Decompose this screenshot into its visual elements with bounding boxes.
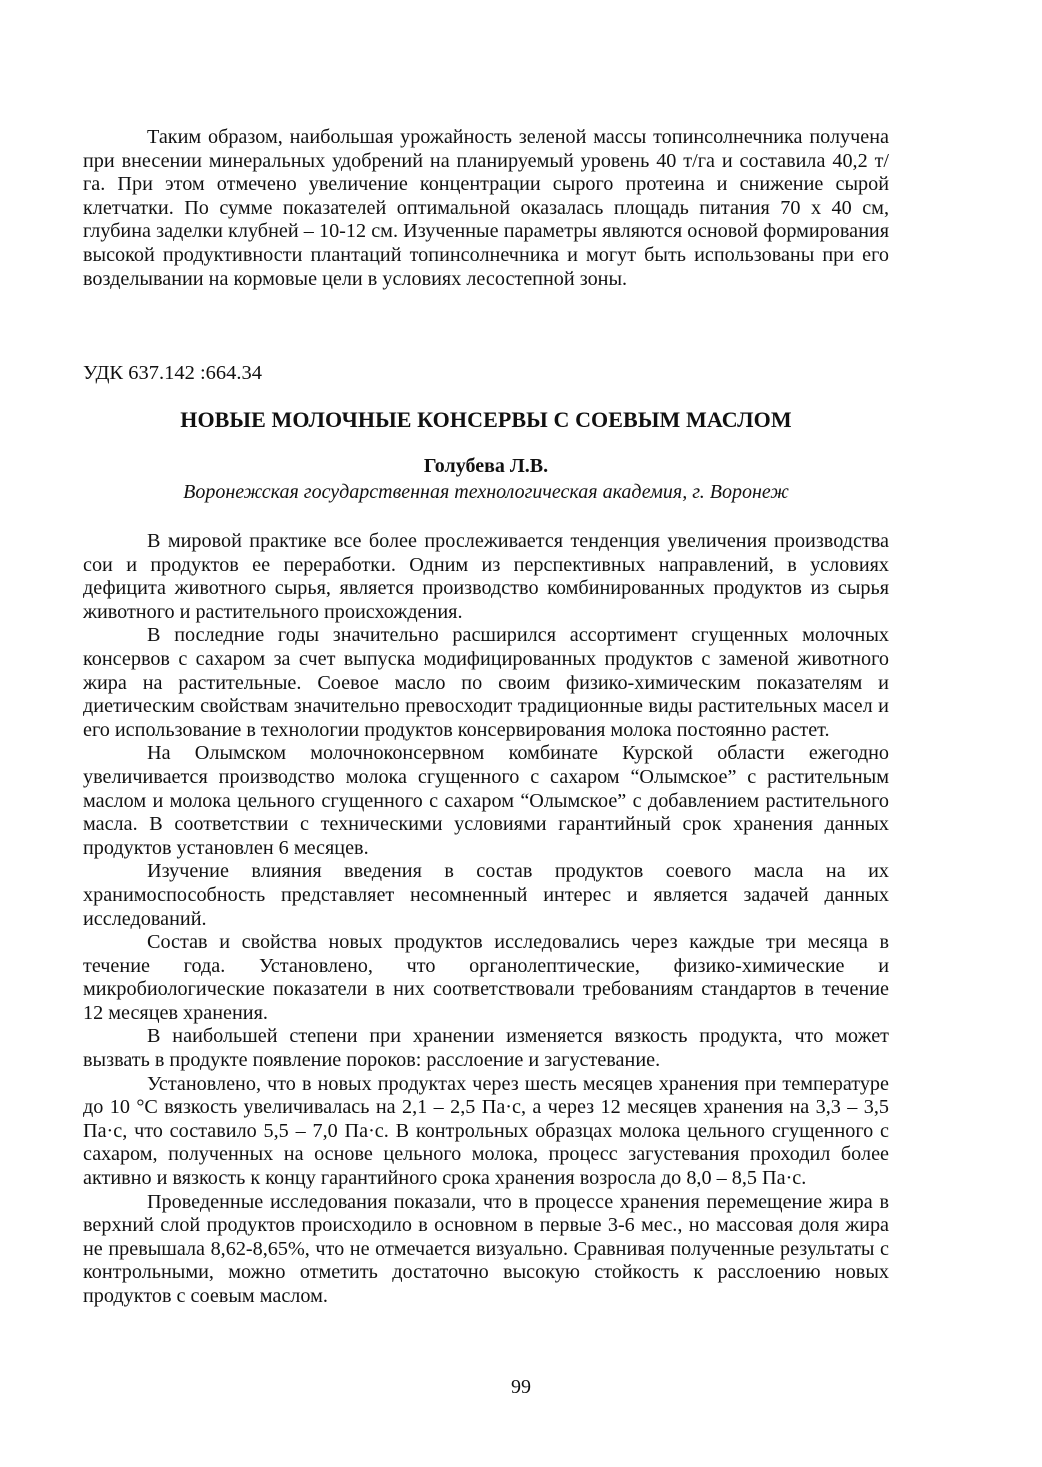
body-paragraph: Проведенные исследования показали, что в процессе хранения перемещение жира в верхний слой продуктов происходило в основном в первые 3-6 мес., но массовая доля жира не превышала 8,62-8,65%, что не отмечается визуально. Сравнивая полученные результаты с контрольными, можно отметить достаточно высокую стойкость к расслоению новых продуктов с соевым маслом.: [83, 1190, 889, 1307]
author-affiliation: Воронежская государственная технологическая академия, г. Воронеж: [183, 481, 789, 503]
body-paragraph: В наибольшей степени при хранении изменяется вязкость продукта, что может вызвать в продукте появление пороков: расслоение и загустевание.: [83, 1025, 889, 1072]
intro-paragraph: Таким образом, наибольшая урожайность зеленой массы топинсолнечника получена при внесении минеральных удобрений на планируемый уровень 40 т/га и составила 40,2 т/га. При этом отмечено увеличение концентрации сырого протеина и снижение сырой клетчатки. По сумме показателей оптимальной оказалась площадь питания 70 х 40 см, глубина заделки клубней – 10-12 см. Изученные параметры являются основой формирования высокой продуктивности плантаций топинсолнечника и могут быть использованы при его возделывании на кормовые цели в условиях лесостепной зоны.: [83, 126, 889, 290]
udk-code: УДК 637.142 :664.34: [83, 362, 263, 384]
body-paragraph: В последние годы значительно расширился ассортимент сгущенных молочных консервов с сахаром за счет выпуска модифицированных продуктов с заменой животного жира на растительные. Соевое масло по своим физико-химическим показателям и диетическим свойствам значительно превосходит традиционные виды растительных масел и его использование в технологии продуктов консервирования молока постоянно растет.: [83, 624, 889, 741]
article-title: НОВЫЕ МОЛОЧНЫЕ КОНСЕРВЫ С СОЕВЫМ МАСЛОМ: [180, 407, 792, 432]
body-paragraph: Установлено, что в новых продуктах через шесть месяцев хранения при температуре до 10 °С вязкость увеличивалась на 2,1 – 2,5 Па·с, а через 12 месяцев хранения на 3,3 – 3,5 Па·с, что составило 5,5 – 7,0 Па·с. В контрольных образцах молока цельного сгущенного с сахаром, полученных на основе цельного молока, процесс загустевания проходил более активно и вязкость к концу гарантийного срока хранения возросла до 8,0 – 8,5 Па·с.: [83, 1072, 889, 1190]
article-body: [83, 530, 889, 1309]
body-paragraph: Изучение влияния введения в состав продуктов соевого масла на их хранимоспособность представляет несомненный интерес и является задачей данных исследований.: [83, 860, 889, 930]
body-paragraph: Состав и свойства новых продуктов исследовались через каждые три месяца в течение года. Установлено, что органолептические, физико-химические и микробиологические показатели в них соответствовали требованиям стандартов в течение 12 месяцев хранения.: [83, 931, 889, 1024]
article-author: Голубева Л.В.: [423, 455, 549, 477]
body-paragraph: В мировой практике все более прослеживается тенденция увеличения производства сои и продуктов ее переработки. Одним из перспективных направлений, в условиях дефицита животного сырья, является производство комбинированных продуктов из сырья животного и растительного происхождения.: [83, 530, 889, 623]
page-number: 99: [511, 1376, 531, 1398]
body-paragraph: На Олымском молочноконсервном комбинате Курской области ежегодно увеличивается производство молока сгущенного с сахаром “Олымское” с растительным маслом и молока цельного сгущенного с сахаром “Олымское” с добавлением растительного масла. В соответствии с техническими условиями гарантийный срок хранения данных продуктов установлен 6 месяцев.: [83, 742, 889, 859]
